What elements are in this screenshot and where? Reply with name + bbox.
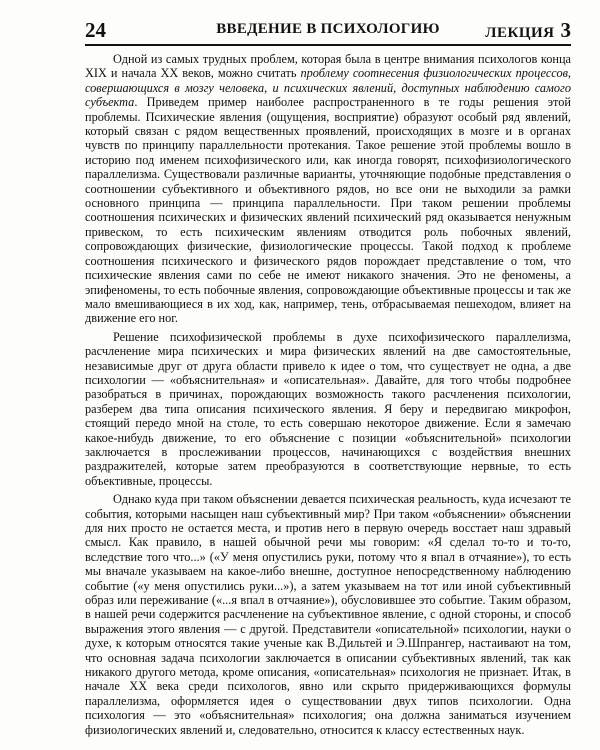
paragraph-2-text: Решение психофизической проблемы в духе психофизического параллелизма, расчленение мира психических и мира физических явлений на две самостоятельные, независимые друг от друга области привело к идее о том, что существует не одна, а две психологии — «объяснительная» и «описательная». Давайте, для того чтобы подробнее разобраться в причинах, порождающих возможность такого расчленения психологии, разберем два типа описания психического явления. Я беру и передвигаю микрофон, стоящий передо мной на столе, то есть совершаю некоторое движение. Если я замечаю какое-нибудь движение, то его объяснение с позиции «объяснительной» психологии заключается в прослеживании процессов, начинающихся с воздействия внешних раздражителей, которые затем преобразуются в соответствующие нервные, то есть объективные, процессы.	[85, 329, 571, 488]
running-title: ВВЕДЕНИЕ В ПСИХОЛОГИЮ	[216, 21, 440, 37]
paragraph-2	[85, 330, 571, 488]
paragraph-3-text: Однако куда при таком объяснении девается психическая реальность, куда исчезают те события, которыми насыщен наш субъективный мир? При таком «объяснении» объяснении для них просто не остается места, и против него в первую очередь восстает наш здравый смысл. Как правило, в нашей обычной речи мы говорим: «Я сделал то-то и то-то, вследствие того что...» («У меня опустились руки, потому что я впал в отчаяние»), то есть мы вначале указываем на какое-либо внешне, доступное непосредственному наблюдению событие («у меня опустились руки...»), а затем указываем на тот или иной субъективный образ или переживание («...я впал в отчаяние»), обусловившее это событие. Таким образом, в нашей речи содержится расчленение на субъективное явление, с одной стороны, и способ выражения этого явления — с другой. Представители «описательной» психологии, науки о духе, к которым относятся такие ученые как В.Дильтей и Э.Шпрангер, настаивают на том, что основная задача психологии заключается в описании субъективных явлений, так как никакого другого метода, кроме описания, «описательная» психология не признает. Итак, в начале XX века среди психологов, явно или скрыто придерживающихся формулы параллелизма, оформляется идея о существовании двух типов психологии. Одна психология — это «объяснительная» психология; она должна заниматься изучением физиологических явлений и, следовательно, относится к классу естественных наук.	[85, 492, 571, 737]
body-text	[85, 52, 571, 737]
page-header	[85, 18, 571, 46]
lecture-label	[485, 18, 571, 43]
paragraph-1-text: Одной из самых трудных проблем, которая была в центре внимания психологов конца XIX и начала XX веков, можно считать	[85, 52, 571, 81]
paragraph-1-text-cont: . Приведем пример наиболее распространенного в те годы решения этой проблемы. Психические явления (ощущения, восприятие) образуют особый ряд явлений, который связан с рядом вещественных проявлений, происходящих в мозге и в органах чувств по принципу параллельности протекания. Такое решение этой проблемы вошло в историю под именем психофизического или, как иногда говорят, психофизиологического параллелизма. Существовали различные варианты, уточняющие подобные представления о соотношении субъективного и объективного рядов, но все они не выходили за рамки основного принципа — принципа параллельности. При таком решении проблемы соотношения психических и физических явлений психический ряд оказывается ненужным привеском, то есть психическим явлениям отводится роль побочных явлений, сопровождающих физические, физиологические процессы. Такой подход к проблеме соотношения психического и физического рядов порождает представление о том, что психические явления сами по себе не имеют никакого значения. Это не феномены, а эпифеномены, то есть побочные явления, сопровождающие объективные процессы и так же мало вмешивающиеся в их ход, как, например, тень, отбрасываемая пешеходом, влияет на движение его ног.	[85, 95, 571, 326]
lecture-word: ЛЕКЦИЯ	[485, 25, 555, 41]
lecture-number: 3	[560, 18, 571, 42]
paragraph-1-emphasis: проблему соотнесения физиологических процессов, совершающихся в мозгу человека, и психических явлений, доступных наблюдению самого субъекта	[85, 66, 572, 110]
paragraph-1	[85, 52, 571, 326]
page-number: 24	[85, 18, 106, 42]
paragraph-3	[85, 492, 571, 737]
